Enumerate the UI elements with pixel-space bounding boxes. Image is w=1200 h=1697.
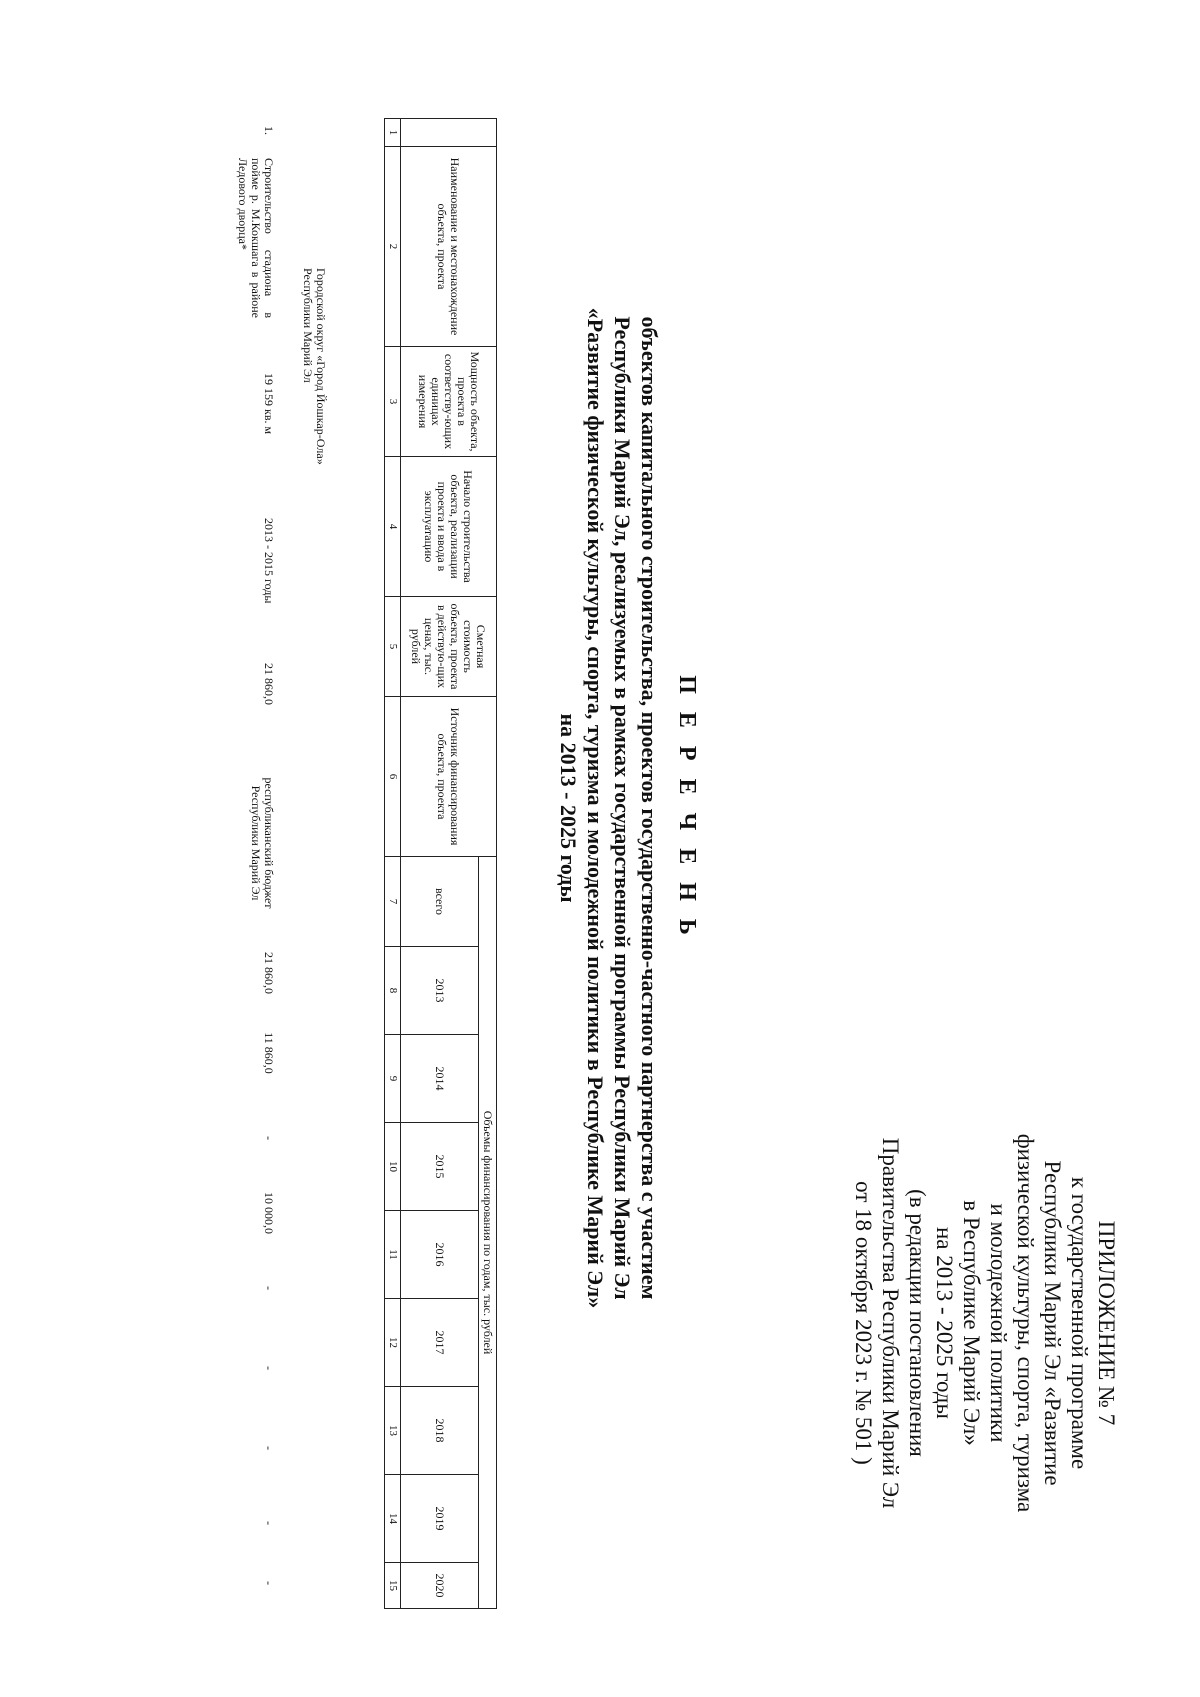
heading-line: на 2013 - 2025 годы bbox=[556, 713, 581, 903]
row-year-2017: - bbox=[262, 1366, 276, 1370]
heading-line: объектов капитального строительства, проектов государственно-частного партнерства с участием bbox=[637, 316, 662, 1300]
header-financing-group: Объемы финансирования по годам, тыс. рублей bbox=[479, 857, 497, 1609]
column-number: 9 bbox=[385, 1035, 401, 1123]
row-year-2016: - bbox=[262, 1286, 276, 1290]
column-number: 3 bbox=[385, 347, 401, 457]
appendix-title: ПРИЛОЖЕНИЕ № 7 bbox=[1094, 1220, 1119, 1426]
column-number: 14 bbox=[385, 1475, 401, 1563]
header-name: Наименование и местонахождение объекта, проекта bbox=[401, 147, 497, 347]
column-number: 5 bbox=[385, 597, 401, 697]
document-page bbox=[75, 78, 1125, 1618]
header-total: всего bbox=[401, 857, 479, 947]
header-year: 2014 bbox=[401, 1035, 479, 1123]
column-number: 1 bbox=[385, 119, 401, 147]
appendix-line: от 18 октября 2023 г. № 501 ) bbox=[851, 1181, 876, 1465]
column-number: 10 bbox=[385, 1123, 401, 1211]
appendix-line: Республики Марий Эл «Развитие bbox=[1040, 1160, 1065, 1486]
column-number: 6 bbox=[385, 697, 401, 857]
header-year: 2019 bbox=[401, 1475, 479, 1563]
row-year-2013: 11 860,0 bbox=[262, 1032, 276, 1074]
header-year: 2013 bbox=[401, 947, 479, 1035]
row-total: 21 860,0 bbox=[262, 952, 276, 994]
header-year: 2018 bbox=[401, 1387, 479, 1475]
header-capacity: Мощность объекта, проекта в соответству-ющих единицах измерения bbox=[401, 347, 497, 457]
appendix-line: физической культуры, спорта, туризма bbox=[1013, 1133, 1038, 1513]
row-estimate: 21 860,0 bbox=[262, 663, 276, 705]
column-number: 15 bbox=[385, 1563, 401, 1609]
row-period: 2013 - 2015 годы bbox=[262, 518, 276, 604]
column-number: 8 bbox=[385, 947, 401, 1035]
header-year: 2020 bbox=[401, 1563, 479, 1609]
row-number: 1. bbox=[262, 126, 276, 135]
region-label: Городской округ «Город Йошкар-Ола» Республики Марий Эл bbox=[301, 268, 328, 465]
heading-line: Республики Марий Эл, реализуемых в рамках государственной программы Республики Марий Эл bbox=[610, 316, 635, 1300]
appendix-line: на 2013 - 2025 годы bbox=[932, 1226, 957, 1420]
column-number-row bbox=[385, 119, 401, 1609]
column-number: 13 bbox=[385, 1387, 401, 1475]
row-source: республиканский бюджет Республики Марий Эл bbox=[249, 777, 276, 909]
table-row bbox=[195, 118, 275, 1598]
column-number: 7 bbox=[385, 857, 401, 947]
appendix-line: и молодежной политики bbox=[986, 1203, 1011, 1443]
heading-line: «Развитие физической культуры, спорта, туризма и молодежной политики в Республике Марий Эл» bbox=[583, 307, 608, 1309]
column-number: 12 bbox=[385, 1299, 401, 1387]
row-year-2019: - bbox=[262, 1521, 276, 1525]
row-year-2015: 10 000,0 bbox=[262, 1192, 276, 1234]
row-name: Строительство стадиона в пойме р. М.Кокшага в районе Ледового дворца* bbox=[236, 158, 276, 318]
column-number: 4 bbox=[385, 457, 401, 597]
row-year-2014: - bbox=[262, 1136, 276, 1140]
financing-table bbox=[384, 118, 497, 1609]
row-year-2018: - bbox=[262, 1446, 276, 1450]
row-capacity: 19 159 кв. м bbox=[262, 373, 276, 435]
header-year: 2016 bbox=[401, 1211, 479, 1299]
appendix-line: в Республике Марий Эл» bbox=[959, 1200, 984, 1446]
row-year-2020: - bbox=[262, 1581, 276, 1585]
header-estimate: Сметная стоимость объекта, проекта в действую-щих ценах, тыс. рублей bbox=[401, 597, 497, 697]
appendix-line: к государственной программе bbox=[1067, 1176, 1092, 1470]
appendix-line: (в редакции постановления bbox=[905, 1189, 930, 1457]
document-heading bbox=[555, 218, 700, 1398]
heading-title: П Е Р Е Ч Е Н Ь bbox=[674, 675, 700, 941]
header-source: Источник финансирования объекта, проекта bbox=[401, 697, 497, 857]
header-year: 2017 bbox=[401, 1299, 479, 1387]
header-col1 bbox=[401, 119, 497, 147]
header-period: Начало строительства объекта, реализации проекта и ввода в эксплуатацию bbox=[401, 457, 497, 597]
column-number: 11 bbox=[385, 1211, 401, 1299]
appendix-header bbox=[850, 1063, 1120, 1583]
appendix-line: Правительства Республики Марий Эл bbox=[878, 1137, 903, 1509]
column-number: 2 bbox=[385, 147, 401, 347]
header-year: 2015 bbox=[401, 1123, 479, 1211]
